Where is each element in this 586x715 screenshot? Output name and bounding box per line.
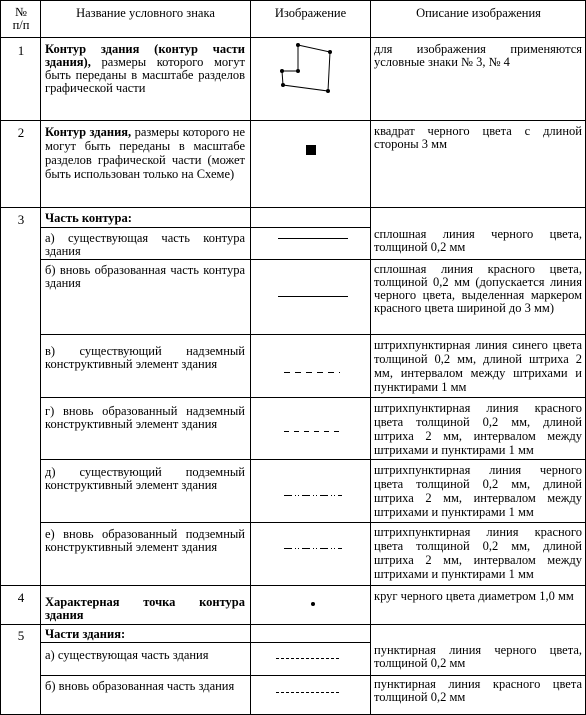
building-contour-symbol (280, 43, 332, 93)
row-5b-description: пунктирная линия красного цвета толщиной 0,2 мм (374, 677, 582, 704)
characteristic-point-symbol (311, 602, 315, 606)
row-4-description: круг черного цвета диаметром 1,0 мм (374, 589, 574, 603)
row-2-description: квадрат черного цвета с длиной стороны 3 мм (374, 124, 582, 151)
row-5b-name: б) вновь образованная часть здания (45, 679, 235, 693)
header-description: Описание изображения (416, 6, 541, 20)
row-3-number: 3 (17, 212, 25, 227)
row-2-number: 2 (17, 125, 25, 140)
row-3-title: Часть контура: (45, 211, 132, 225)
row-3a-description: сплошная линия черного цвета, толщиной 0,2 мм (374, 227, 582, 254)
row-4-number: 4 (17, 590, 25, 605)
row-2-name (45, 125, 245, 181)
row-3b-description: сплошная линия красного цвета, толщиной 0,2 мм (допускается линия черного цвета, выделенная маркером красного цвета шириной до 3 мм) (374, 262, 582, 315)
row-1-name-rest: размеры которого могут быть переданы в масштабе разделов графической части (45, 55, 245, 95)
row-1-number: 1 (17, 43, 25, 58)
header-num: № п/п (12, 5, 30, 32)
row-5-title: Части здания: (45, 627, 126, 641)
row-3d-description: штрихпунктирная линия черного цвета толщиной 0,2 мм, длиной штриха 2 мм, интервалом между штрихами и пунктирами 1 мм (374, 463, 582, 519)
row-3g-description: штрихпунктирная линия красного цвета толщиной 0,2 мм, длиной штриха 2 мм, интервалом между штрихами и пунктирами 1 мм (374, 401, 582, 457)
black-square-symbol (306, 145, 316, 155)
row-3b-name: б) вновь образованная часть контура здания (45, 263, 245, 290)
row-5-number: 5 (17, 628, 25, 643)
header-name: Название условного знака (76, 6, 215, 20)
row-1-description: для изображения применяются условные знаки № 3, № 4 (374, 42, 582, 69)
row-5a-name: а) существующая часть здания (45, 648, 209, 662)
row-1-name-bold: Контур здания (контур части здания), (45, 42, 245, 69)
header-image: Изображение (274, 6, 347, 20)
row-3v-description: штрихпунктирная линия синего цвета толщиной 0,2 мм, длиной штриха 2 мм, интервалом между штрихами и пунктирами 1 мм (374, 338, 582, 394)
row-2-name-bold: Контур здания, (45, 125, 132, 139)
row-3d-name: д) существующий подземный конструктивный элемент здания (45, 465, 245, 492)
row-4-name: Характерная точка контура здания (45, 595, 245, 622)
row-3v-name: в) существующий надземный конструктивный элемент здания (45, 344, 245, 371)
row-3e-description: штрихпунктирная линия красного цвета толщиной 0,2 мм, длиной штриха 2 мм, интервалом между штрихами и пунктирами 1 мм (374, 525, 582, 581)
row-3g-name: г) вновь образованный надземный конструктивный элемент здания (45, 404, 245, 431)
row-1-name (45, 43, 245, 95)
row-2-name-rest: размеры которого не могут быть переданы в масштабе разделов графической части (может быть использован только на Схеме) (45, 125, 246, 181)
row-5a-description: пунктирная линия черного цвета, толщиной 0,2 мм (374, 643, 582, 670)
row-3a-name: а) существующая часть контура здания (45, 231, 245, 258)
row-3e-name: е) вновь образованный подземный конструктивный элемент здания (45, 527, 245, 554)
